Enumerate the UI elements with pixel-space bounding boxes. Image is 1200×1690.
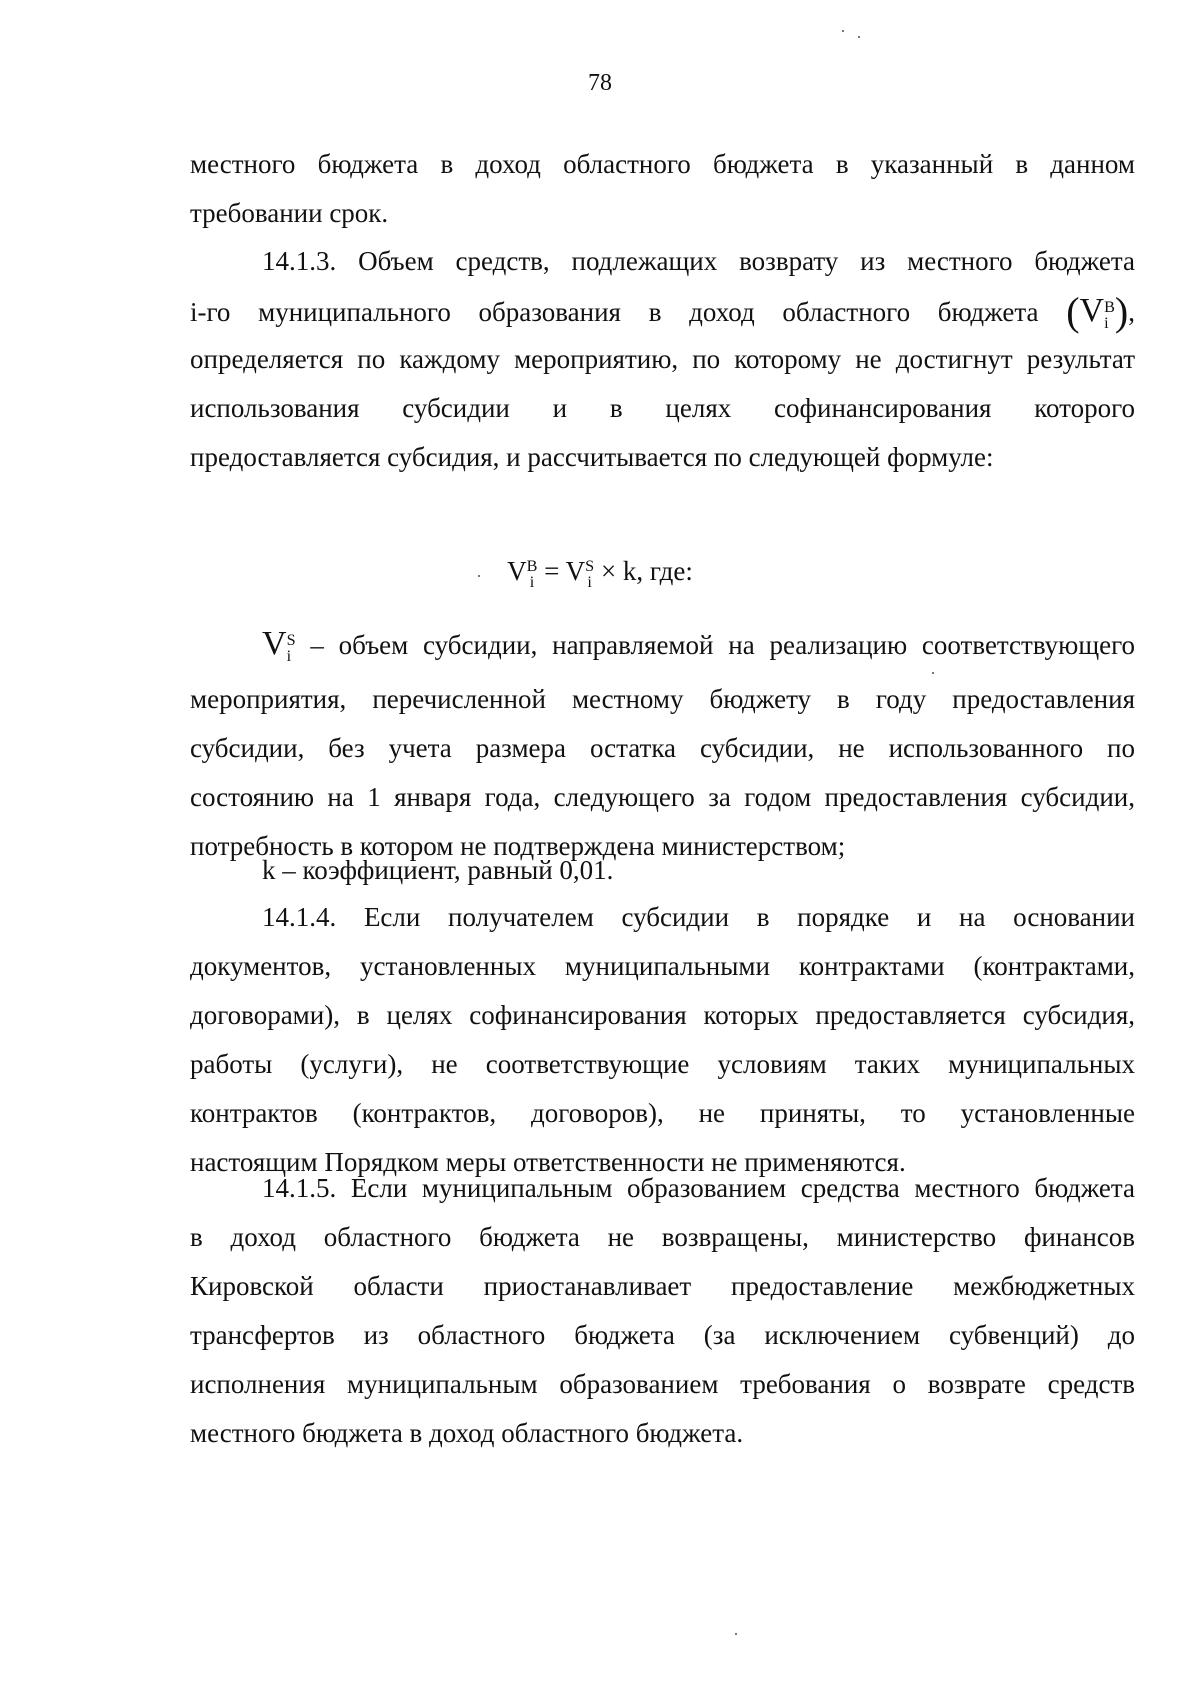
text-line: мероприятия, перечисленной местному бюджету в году предоставления xyxy=(190,684,1135,714)
text-line: контрактов (контрактов, договоров), не приняты, то установленные xyxy=(190,1098,1135,1128)
text-line: субсидии, без учета размера остатка субсидии, не использованного по xyxy=(190,733,1135,763)
scan-speck xyxy=(735,1633,737,1635)
scan-speck xyxy=(932,672,934,674)
text-line: работы (услуги), не соответствующие условиям таких муниципальных xyxy=(190,1049,1135,1079)
scan-speck xyxy=(842,30,844,32)
text-line: определяется по каждому мероприятию, по которому не достигнут результат xyxy=(190,344,1135,374)
text-line: использования субсидии и в целях софинансирования которого xyxy=(190,393,1135,423)
text-line: настоящим Порядком меры ответственности не применяются. xyxy=(190,1147,906,1177)
text-line: 14.1.5. Если муниципальным образованием средства местного бюджета xyxy=(262,1173,1135,1203)
text-line: k – коэффициент, равный 0,01. xyxy=(262,855,614,885)
text-line: в доход областного бюджета не возвращены, министерство финансов xyxy=(190,1222,1135,1252)
formula-lhs: V B i xyxy=(507,556,538,591)
formula-eq: = xyxy=(537,556,566,586)
page-number: 78 xyxy=(588,70,612,96)
paragraph-14-1-5 xyxy=(190,1164,1135,1458)
text-fragment: i-го муниципального образования в доход областного бюджета xyxy=(190,297,1039,327)
text-line-with-symbol xyxy=(190,286,1135,335)
paragraph-vs-definition xyxy=(190,612,1135,871)
text-fragment: – объем субсидии, направляемой на реализацию соответствующего xyxy=(310,630,1136,660)
paragraph-continuation xyxy=(190,140,1135,238)
formula-rhs: V S i xyxy=(565,556,595,591)
text-line: местного бюджета в доход областного бюджета. xyxy=(190,1418,744,1448)
scan-speck xyxy=(858,36,860,38)
text-line: Кировской области приостанавливает предоставление межбюджетных xyxy=(190,1271,1135,1301)
paragraph-k-definition xyxy=(190,846,1135,895)
text-line: предоставляется субсидия, и рассчитывается по следующей формуле: xyxy=(190,442,994,472)
text-line: потребность в котором не подтверждена министерством; xyxy=(190,831,846,861)
text-line: документов, установленных муниципальными контрактами (контрактами, xyxy=(190,951,1135,981)
text-line: местного бюджета в доход областного бюджета в указанный в данном xyxy=(190,149,1135,179)
formula xyxy=(0,556,1200,590)
text-line: исполнения муниципальным образованием требования о возврате средств xyxy=(190,1369,1135,1399)
text-line: требовании срок. xyxy=(190,198,389,228)
symbol-v-s-i: V S i xyxy=(262,625,296,665)
text-line: договорами), в целях софинансирования которых предоставляется субсидия, xyxy=(190,1000,1135,1030)
text-line: 14.1.4. Если получателем субсидии в порядке и на основании xyxy=(262,902,1135,932)
text-line: состоянию на 1 января года, следующего за годом предоставления субсидии, xyxy=(190,782,1135,812)
symbol-v-b-i: (V B i ), xyxy=(1066,289,1135,334)
paragraph-14-1-3 xyxy=(190,237,1135,482)
text-line: 14.1.3. Объем средств, подлежащих возврату из местного бюджета xyxy=(262,246,1135,276)
paragraph-14-1-4 xyxy=(190,893,1135,1187)
scan-speck xyxy=(478,575,480,577)
text-line-with-symbol xyxy=(190,612,1135,675)
formula-op: × k, где: xyxy=(594,556,693,586)
text-line: трансфертов из областного бюджета (за исключением субвенций) до xyxy=(190,1320,1135,1350)
